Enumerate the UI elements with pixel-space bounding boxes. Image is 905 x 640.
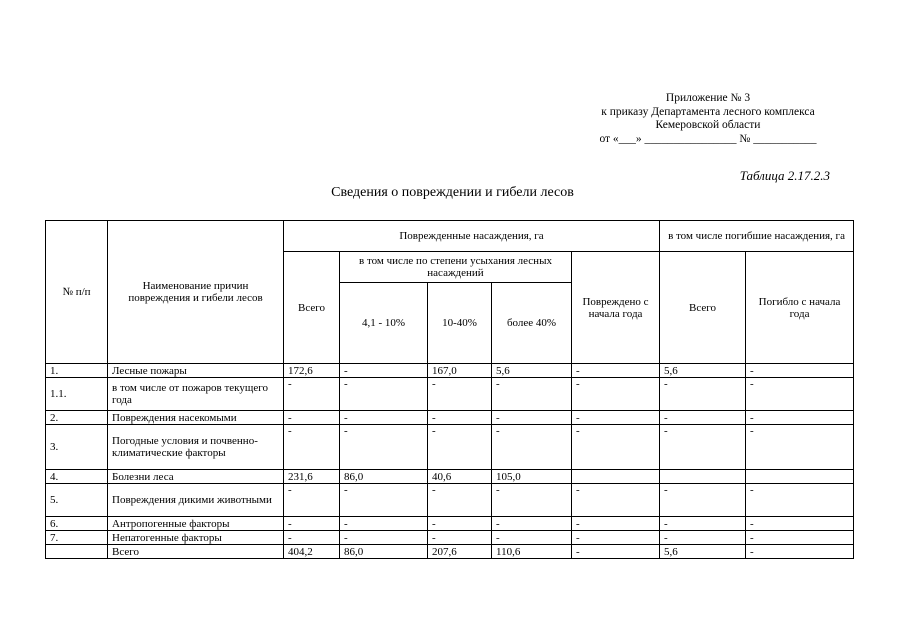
row-value — [572, 470, 660, 484]
row-value: - — [428, 484, 492, 517]
row-num: 3. — [46, 425, 108, 470]
row-num: 1.1. — [46, 378, 108, 411]
table-row — [46, 378, 854, 411]
row-value: - — [492, 411, 572, 425]
row-value — [660, 470, 746, 484]
row-value: 105,0 — [492, 470, 572, 484]
row-value: 5,6 — [660, 364, 746, 378]
row-value: - — [660, 517, 746, 531]
row-value: - — [340, 425, 428, 470]
appendix-block — [560, 92, 856, 146]
row-value: - — [572, 484, 660, 517]
row-num: 7. — [46, 531, 108, 545]
row-value: - — [746, 425, 854, 470]
row-value: - — [340, 531, 428, 545]
row-cause: Погодные условия и почвенно-климатические факторы — [108, 425, 284, 470]
row-value: - — [660, 531, 746, 545]
row-value: 207,6 — [428, 545, 492, 559]
row-value: - — [340, 378, 428, 411]
header-dead-since: Погибло с начала года — [746, 252, 854, 364]
row-value: - — [746, 484, 854, 517]
row-value: 231,6 — [284, 470, 340, 484]
row-value: - — [572, 531, 660, 545]
appendix-line: к приказу Департамента лесного комплекса — [601, 105, 815, 118]
row-value: - — [284, 517, 340, 531]
row-value: - — [340, 411, 428, 425]
table-row — [46, 517, 854, 531]
table-row — [46, 364, 854, 378]
row-num: 1. — [46, 364, 108, 378]
row-value: - — [428, 378, 492, 411]
row-value: - — [284, 411, 340, 425]
row-cause: Непатогенные факторы — [108, 531, 284, 545]
row-cause: Повреждения насекомыми — [108, 411, 284, 425]
row-cause: Антропогенные факторы — [108, 517, 284, 531]
row-value: 5,6 — [492, 364, 572, 378]
row-value: 110,6 — [492, 545, 572, 559]
row-num: 6. — [46, 517, 108, 531]
header-by-degree: в том числе по степени усыхания лесных насаждений — [340, 252, 572, 283]
row-value: - — [340, 364, 428, 378]
row-value: - — [660, 484, 746, 517]
forest-damage-table — [45, 220, 854, 559]
row-value: - — [428, 531, 492, 545]
row-value: - — [660, 425, 746, 470]
row-value: - — [746, 531, 854, 545]
row-value: - — [572, 545, 660, 559]
header-total: Всего — [284, 252, 340, 364]
row-value: - — [572, 517, 660, 531]
row-value: - — [492, 531, 572, 545]
table-row — [46, 470, 854, 484]
header-deg3: более 40% — [492, 283, 572, 364]
row-num: 4. — [46, 470, 108, 484]
row-num: 2. — [46, 411, 108, 425]
appendix-line: Приложение № 3 — [665, 92, 751, 104]
row-value: - — [572, 425, 660, 470]
header-damaged-since: Повреждено с начала года — [572, 252, 660, 364]
row-value: - — [492, 484, 572, 517]
row-value: - — [284, 425, 340, 470]
row-value: 172,6 — [284, 364, 340, 378]
row-value: 86,0 — [340, 545, 428, 559]
row-value: 167,0 — [428, 364, 492, 378]
header-dead-total: Всего — [660, 252, 746, 364]
row-value: - — [284, 378, 340, 411]
row-value: - — [746, 411, 854, 425]
row-value: - — [428, 411, 492, 425]
header-damaged: Поврежденные насаждения, га — [284, 221, 660, 252]
row-value: - — [428, 425, 492, 470]
row-value: - — [572, 411, 660, 425]
row-cause: Болезни леса — [108, 470, 284, 484]
row-cause: в том числе от пожаров текущего года — [108, 378, 284, 411]
row-value: - — [492, 425, 572, 470]
row-cause: Лесные пожары — [108, 364, 284, 378]
row-value: - — [572, 378, 660, 411]
row-value: - — [660, 411, 746, 425]
row-value: - — [746, 517, 854, 531]
header-deg2: 10-40% — [428, 283, 492, 364]
row-cause: Повреждения дикими животными — [108, 484, 284, 517]
table-row — [46, 545, 854, 559]
row-value: - — [746, 378, 854, 411]
row-value — [746, 470, 854, 484]
row-value: - — [428, 517, 492, 531]
row-value: - — [492, 517, 572, 531]
row-value: - — [492, 378, 572, 411]
appendix-line: от «___» ________________ № ___________ — [599, 132, 817, 145]
header-num: № п/п — [46, 221, 108, 364]
appendix-line: Кемеровской области — [655, 119, 761, 131]
table-row — [46, 484, 854, 517]
row-value: 5,6 — [660, 545, 746, 559]
table-row — [46, 531, 854, 545]
row-value: - — [572, 364, 660, 378]
table-number: Таблица 2.17.2.3 — [739, 168, 830, 183]
row-value: 404,2 — [284, 545, 340, 559]
row-value: 40,6 — [428, 470, 492, 484]
header-name: Наименование причин повреждения и гибели лесов — [108, 221, 284, 364]
row-value: - — [746, 364, 854, 378]
document-title: Сведения о повреждении и гибели лесов — [331, 185, 574, 200]
row-value: - — [746, 545, 854, 559]
header-dead-group: в том числе погибшие насаждения, га — [660, 221, 854, 252]
row-num: 5. — [46, 484, 108, 517]
row-value: - — [340, 517, 428, 531]
row-cause: Всего — [108, 545, 284, 559]
header-deg1: 4,1 - 10% — [340, 283, 428, 364]
table-row — [46, 425, 854, 470]
row-value: 86,0 — [340, 470, 428, 484]
row-value: - — [340, 484, 428, 517]
row-value: - — [284, 484, 340, 517]
row-num — [46, 545, 108, 559]
row-value: - — [660, 378, 746, 411]
table-row — [46, 411, 854, 425]
row-value: - — [284, 531, 340, 545]
